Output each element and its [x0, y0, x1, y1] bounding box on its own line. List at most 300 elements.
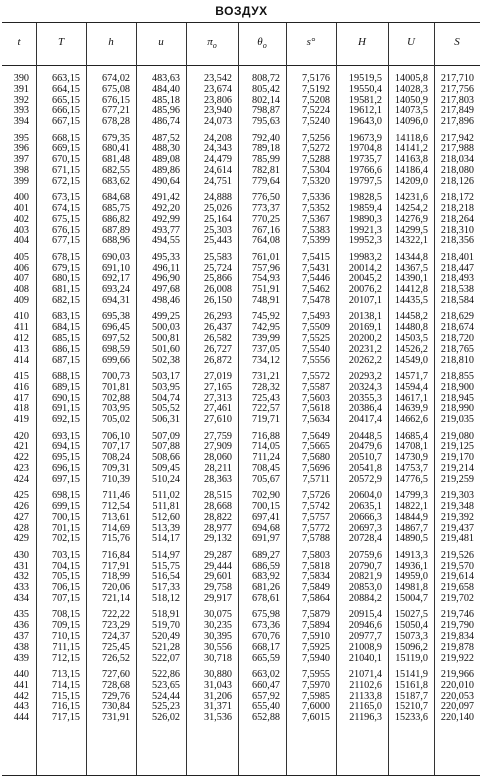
table-cell: 514,17 — [151, 533, 180, 545]
header-theta: $\theta_o$ — [257, 36, 267, 51]
table-cell: 7,5970 — [301, 679, 330, 691]
table-cell: 219,922 — [440, 652, 474, 664]
table-cell: 670,76 — [251, 631, 280, 642]
table-cell: 492,20 — [151, 203, 180, 214]
table-cell: 686,82 — [101, 213, 130, 225]
table-cell: 220,097 — [440, 701, 474, 713]
table-cell: 674,15 — [51, 203, 80, 214]
table-cell: 218,264 — [440, 213, 474, 225]
table-cell: 15141,9 — [394, 669, 428, 680]
table-cell: 7,5415 — [301, 251, 330, 263]
table-cell: 7,5726 — [301, 490, 330, 502]
table-cell: 688,15 — [51, 371, 80, 382]
table-cell: 431 — [13, 560, 29, 572]
table-cell: 218,629 — [440, 311, 474, 323]
table-cell: 14913,3 — [394, 549, 428, 561]
table-cell: 673,15 — [51, 192, 80, 204]
table-cell: 672,15 — [51, 175, 80, 187]
table-cell: 698,15 — [51, 490, 80, 502]
table-cell: 24,479 — [203, 154, 232, 166]
table-cell: 402 — [13, 213, 29, 225]
table-cell: 14141,2 — [394, 143, 428, 155]
table-cell: 680,15 — [51, 273, 80, 285]
table-row — [2, 236, 480, 247]
table-cell: 27,165 — [203, 381, 232, 393]
table-cell: 219,834 — [440, 631, 474, 642]
table-cell: 7,5304 — [301, 165, 330, 176]
table-cell: 714,15 — [51, 679, 80, 691]
table-cell: 724,37 — [101, 631, 130, 642]
table-cell: 515,75 — [151, 560, 180, 572]
table-cell: 14799,3 — [394, 490, 428, 502]
table-cell: 217,756 — [440, 83, 474, 95]
table-cell: 522,07 — [151, 652, 180, 664]
table-cell: 30,235 — [203, 620, 232, 632]
table-cell: 20977,7 — [348, 631, 382, 642]
table-cell: 682,55 — [101, 165, 130, 176]
table-cell: 683,62 — [101, 175, 130, 187]
table-cell: 14005,8 — [394, 73, 428, 84]
table-cell: 425 — [13, 490, 29, 502]
table-cell: 7,5711 — [302, 473, 330, 485]
table-cell: 19519,5 — [348, 73, 382, 84]
table-cell: 217,710 — [440, 73, 474, 84]
table-cell: 396 — [13, 143, 29, 155]
table-cell: 26,437 — [203, 322, 232, 334]
table-cell: 795,63 — [251, 116, 280, 128]
table-cell: 24,343 — [203, 143, 232, 155]
table-cell: 219,080 — [440, 430, 474, 442]
header-S: S — [454, 36, 460, 48]
table-cell: 685,15 — [51, 333, 80, 344]
table-cell: 685,75 — [101, 203, 130, 214]
table-cell: 19797,5 — [348, 175, 382, 187]
table-cell: 668,17 — [251, 641, 280, 653]
table-cell: 218,855 — [440, 371, 474, 382]
table-cell: 442 — [13, 690, 29, 702]
table-cell: 677,21 — [101, 105, 130, 117]
table-cell: 712,15 — [51, 652, 80, 664]
table-cell: 20884,2 — [348, 593, 382, 604]
table-cell: 14708,1 — [394, 441, 428, 453]
table-cell: 678,61 — [251, 593, 280, 604]
table-cell: 14367,5 — [394, 262, 428, 274]
table-cell: 7,5742 — [301, 501, 330, 512]
table-cell: 7,5540 — [301, 343, 330, 355]
table-cell: 683,15 — [51, 311, 80, 323]
table-cell: 218,990 — [440, 403, 474, 415]
table-cell: 218,034 — [440, 154, 474, 166]
table-cell: 15187,7 — [394, 690, 428, 702]
table-cell: 28,822 — [203, 511, 232, 523]
table-cell: 493,77 — [151, 224, 180, 236]
table-cell: 24,073 — [203, 116, 232, 128]
table-cell: 219,348 — [440, 501, 474, 512]
table-cell: 503,95 — [151, 381, 180, 393]
table-cell: 687,89 — [101, 224, 130, 236]
table-cell: 498,46 — [151, 295, 180, 306]
table-cell: 7,5272 — [301, 143, 330, 155]
table-cell: 20759,6 — [348, 549, 382, 561]
header-u: u — [158, 36, 164, 48]
table-cell: 696,45 — [101, 322, 130, 334]
table-cell: 436 — [13, 620, 29, 632]
table-cell: 23,940 — [203, 105, 232, 117]
table-cell: 26,727 — [203, 343, 232, 355]
table-cell: 7,5352 — [301, 203, 330, 214]
table-cell: 417 — [13, 392, 29, 404]
table-cell: 686,59 — [251, 560, 280, 572]
table-cell: 27,313 — [203, 392, 232, 404]
table-cell: 713,61 — [101, 511, 130, 523]
table-cell: 218,172 — [440, 192, 474, 204]
table-cell: 728,32 — [251, 381, 280, 393]
table-cell: 496,11 — [152, 262, 180, 274]
table-cell: 20790,7 — [348, 560, 382, 572]
table-cell: 220,053 — [440, 690, 474, 702]
table-cell: 675,15 — [51, 213, 80, 225]
table-cell: 218,310 — [440, 224, 474, 236]
table-cell: 26,872 — [203, 354, 232, 366]
table-cell: 663,15 — [51, 73, 80, 84]
table-cell: 714,05 — [251, 441, 280, 453]
table-cell: 694,68 — [251, 522, 280, 534]
header-s0: s° — [306, 36, 316, 48]
table-cell: 697,15 — [51, 473, 80, 485]
table-cell: 392 — [13, 94, 29, 106]
table-cell: 7,5572 — [301, 371, 330, 382]
table-cell: 27,461 — [203, 403, 232, 415]
table-cell: 19581,2 — [348, 94, 382, 106]
table-cell: 27,610 — [203, 414, 232, 426]
table-cell: 671,15 — [51, 165, 80, 176]
table-cell: 14822,1 — [394, 501, 428, 512]
table-cell: 670,15 — [51, 154, 80, 166]
table-cell: 495,33 — [151, 251, 180, 263]
table-row — [2, 643, 480, 654]
table-cell: 31,536 — [203, 712, 232, 724]
table-cell: 690,03 — [101, 251, 130, 263]
table-cell: 20045,2 — [348, 273, 382, 285]
table-cell: 7,5618 — [301, 403, 330, 415]
table-cell: 219,035 — [440, 414, 474, 426]
table-cell: 731,91 — [101, 712, 130, 724]
table-cell: 27,909 — [203, 441, 232, 453]
header-U: U — [407, 36, 415, 48]
table-cell: 20697,3 — [348, 522, 382, 534]
table-cell: 218,765 — [440, 343, 474, 355]
table-cell: 501,60 — [151, 343, 180, 355]
table-cell: 716,88 — [251, 430, 280, 442]
table-cell: 220,010 — [440, 679, 474, 691]
table-cell: 779,64 — [251, 175, 280, 187]
table-cell: 21165,0 — [349, 701, 382, 713]
table-row — [2, 654, 480, 665]
table-cell: 217,988 — [440, 143, 474, 155]
table-cell: 19983,2 — [348, 251, 382, 263]
table-cell: 695,38 — [101, 311, 130, 323]
table-cell: 716,84 — [101, 549, 130, 561]
table-cell: 700,73 — [101, 371, 130, 382]
table-cell: 7,5320 — [301, 175, 330, 187]
table-cell: 711,24 — [252, 452, 280, 464]
table-cell: 497,68 — [151, 284, 180, 296]
table-cell: 512,60 — [151, 511, 180, 523]
table-cell: 680,41 — [101, 143, 130, 155]
table-cell: 397 — [13, 154, 29, 166]
table-cell: 7,5925 — [301, 641, 330, 653]
table-cell: 14503,5 — [394, 333, 428, 344]
table-cell: 219,570 — [440, 560, 474, 572]
table-cell: 678,28 — [101, 116, 130, 128]
table-cell: 520,49 — [151, 631, 180, 642]
table-cell: 510,24 — [151, 473, 180, 485]
table-cell: 721,14 — [101, 593, 130, 604]
table-cell: 509,45 — [151, 463, 180, 474]
table-cell: 418 — [13, 403, 29, 415]
table-cell: 7,5224 — [301, 105, 330, 117]
table-cell: 500,81 — [151, 333, 180, 344]
table-cell: 407 — [13, 273, 29, 285]
table-cell: 7,5431 — [301, 262, 330, 274]
table-cell: 218,447 — [440, 262, 474, 274]
table-cell: 7,5383 — [301, 224, 330, 236]
table-cell: 14254,2 — [394, 203, 428, 214]
table-cell: 660,47 — [251, 679, 280, 691]
table-cell: 21071,4 — [348, 669, 382, 680]
table-cell: 29,444 — [203, 560, 232, 572]
table-cell: 7,5665 — [301, 441, 330, 453]
table-cell: 742,95 — [251, 322, 280, 334]
table-cell: 751,91 — [251, 284, 280, 296]
table-cell: 706,10 — [101, 430, 130, 442]
table-cell: 502,38 — [151, 354, 180, 366]
table-cell: 20138,1 — [348, 311, 382, 323]
table-cell: 20355,3 — [348, 392, 382, 404]
table-cell: 723,29 — [101, 620, 130, 632]
table-cell: 708,15 — [51, 609, 80, 621]
table-cell: 7,5894 — [301, 620, 330, 632]
table-cell: 219,125 — [440, 441, 474, 453]
table-cell: 514,97 — [151, 549, 180, 561]
table-cell: 15233,6 — [394, 712, 428, 724]
table-cell: 7,5478 — [301, 295, 330, 306]
table-cell: 412 — [13, 333, 29, 344]
table-cell: 14526,2 — [394, 343, 428, 355]
table-cell: 415 — [13, 371, 29, 382]
table-cell: 684,68 — [101, 192, 130, 204]
table-cell: 713,15 — [51, 669, 80, 680]
table-cell: 705,67 — [251, 473, 280, 485]
table-row — [2, 713, 480, 724]
table-cell: 20479,6 — [348, 441, 382, 453]
table-cell: 504,74 — [151, 392, 180, 404]
table-cell: 28,977 — [203, 522, 232, 534]
table-cell: 413 — [13, 343, 29, 355]
table-cell: 665,59 — [251, 652, 280, 664]
table-cell: 409 — [13, 295, 29, 306]
table-cell: 492,99 — [151, 213, 180, 225]
table-cell: 21133,8 — [349, 690, 382, 702]
table-cell: 19612,1 — [348, 105, 382, 117]
table-cell: 511,81 — [152, 501, 180, 512]
table-cell: 7,5509 — [301, 322, 330, 334]
table-cell: 494,55 — [151, 235, 180, 247]
table-cell: 761,01 — [251, 251, 280, 263]
table-cell: 709,15 — [51, 620, 80, 632]
table-cell: 518,12 — [151, 593, 180, 604]
table-cell: 499,25 — [151, 311, 180, 323]
table-cell: 757,96 — [251, 262, 280, 274]
table-row — [2, 594, 480, 605]
table-cell: 25,724 — [203, 262, 232, 274]
table-cell: 411 — [14, 322, 29, 334]
table-cell: 423 — [13, 463, 29, 474]
table-row — [2, 177, 480, 188]
table-cell: 676,15 — [101, 94, 130, 106]
table-cell: 14050,9 — [394, 94, 428, 106]
table-cell: 403 — [13, 224, 29, 236]
table-cell: 652,88 — [251, 712, 280, 724]
table-cell: 770,25 — [251, 213, 280, 225]
table-row — [2, 85, 480, 96]
table-cell: 702,90 — [251, 490, 280, 502]
table-cell: 712,54 — [101, 501, 130, 512]
table-cell: 20572,9 — [348, 473, 382, 485]
table-cell: 27,019 — [203, 371, 232, 382]
table-cell: 524,44 — [151, 690, 180, 702]
table-cell: 438 — [13, 641, 29, 653]
table-cell: 729,76 — [101, 690, 130, 702]
table-cell: 706,15 — [51, 582, 80, 594]
table-cell: 798,87 — [251, 105, 280, 117]
table-cell: 14322,1 — [394, 235, 428, 247]
table-row — [2, 215, 480, 226]
header-t: t — [17, 36, 21, 48]
table-cell: 14617,1 — [394, 392, 428, 404]
table-cell: 7,5940 — [301, 652, 330, 664]
table-cell: 25,866 — [203, 273, 232, 285]
table-cell: 805,42 — [251, 83, 280, 95]
table-cell: 507,09 — [151, 430, 180, 442]
table-cell: 217,803 — [440, 94, 474, 106]
table-cell: 715,15 — [51, 690, 80, 702]
table-cell: 20293,2 — [348, 371, 382, 382]
table-cell: 19859,4 — [348, 203, 382, 214]
table-cell: 20635,1 — [348, 501, 382, 512]
table-cell: 7,6000 — [301, 701, 330, 713]
table-cell: 689,15 — [51, 381, 80, 393]
table-row — [2, 356, 480, 367]
table-cell: 503,17 — [151, 371, 180, 382]
table-cell: 711,46 — [102, 490, 130, 502]
table-cell: 776,50 — [251, 192, 280, 204]
table-cell: 694,31 — [101, 295, 130, 306]
header-rule — [2, 65, 480, 66]
table-cell: 19828,5 — [348, 192, 382, 204]
table-cell: 219,790 — [440, 620, 474, 632]
table-cell: 7,5910 — [301, 631, 330, 642]
table-cell: 686,15 — [51, 343, 80, 355]
table-row — [2, 117, 480, 128]
table-cell: 679,15 — [51, 262, 80, 274]
table-cell: 14231,6 — [394, 192, 428, 204]
table-cell: 695,15 — [51, 452, 80, 464]
table-cell: 785,99 — [251, 154, 280, 166]
table-cell: 31,371 — [203, 701, 232, 713]
table-cell: 443 — [13, 701, 29, 713]
table-cell: 764,08 — [251, 235, 280, 247]
table-cell: 14209,0 — [394, 175, 428, 187]
table-cell: 25,443 — [203, 235, 232, 247]
data-table — [2, 22, 480, 776]
table-cell: 219,614 — [440, 571, 474, 583]
table-cell: 20821,9 — [348, 571, 382, 583]
table-cell: 7,5634 — [301, 414, 330, 426]
table-cell: 19890,3 — [348, 213, 382, 225]
table-cell: 7,5680 — [301, 452, 330, 464]
table-cell: 668,15 — [51, 132, 80, 144]
table-cell: 15027,5 — [394, 609, 428, 621]
table-row — [2, 475, 480, 486]
table-cell: 700,15 — [251, 501, 280, 512]
table-cell: 707,15 — [51, 593, 80, 604]
table-cell: 704,15 — [51, 560, 80, 572]
table-cell: 20231,2 — [348, 343, 382, 355]
table-cell: 432 — [13, 571, 29, 583]
table-cell: 523,65 — [151, 679, 180, 691]
table-cell: 699,66 — [101, 354, 130, 366]
table-cell: 219,658 — [440, 582, 474, 594]
table-cell: 711,15 — [52, 641, 80, 653]
table-cell: 677,15 — [51, 235, 80, 247]
table-cell: 496,90 — [151, 273, 180, 285]
table-cell: 681,48 — [101, 154, 130, 166]
table-cell: 427 — [13, 511, 29, 523]
table-cell: 708,24 — [101, 452, 130, 464]
table-cell: 7,5879 — [301, 609, 330, 621]
table-cell: 391 — [13, 83, 29, 95]
table-cell: 25,164 — [203, 213, 232, 225]
table-cell: 30,556 — [203, 641, 232, 653]
table-cell: 705,02 — [101, 414, 130, 426]
table-cell: 14867,7 — [394, 522, 428, 534]
table-cell: 714,69 — [101, 522, 130, 534]
table-cell: 428 — [13, 522, 29, 534]
table-cell: 29,287 — [203, 549, 232, 561]
table-cell: 14730,9 — [394, 452, 428, 464]
table-cell: 490,64 — [151, 175, 180, 187]
table-cell: 219,392 — [440, 511, 474, 523]
table-cell: 669,15 — [51, 143, 80, 155]
table-cell: 218,538 — [440, 284, 474, 296]
table-cell: 485,96 — [151, 105, 180, 117]
table-cell: 716,15 — [51, 701, 80, 713]
table-cell: 218,126 — [440, 175, 474, 187]
table-cell: 715,76 — [101, 533, 130, 545]
table-cell: 518,91 — [151, 609, 180, 621]
table-cell: 7,5367 — [301, 213, 330, 225]
table-cell: 217,849 — [440, 105, 474, 117]
table-cell: 19704,8 — [348, 143, 382, 155]
table-cell: 14662,6 — [394, 414, 428, 426]
table-cell: 14959,0 — [394, 571, 428, 583]
table-cell: 673,36 — [251, 620, 280, 632]
table-cell: 20510,7 — [348, 452, 382, 464]
table-cell: 218,720 — [440, 333, 474, 344]
table-cell: 7,5788 — [301, 533, 330, 545]
table-cell: 486,74 — [151, 116, 180, 128]
